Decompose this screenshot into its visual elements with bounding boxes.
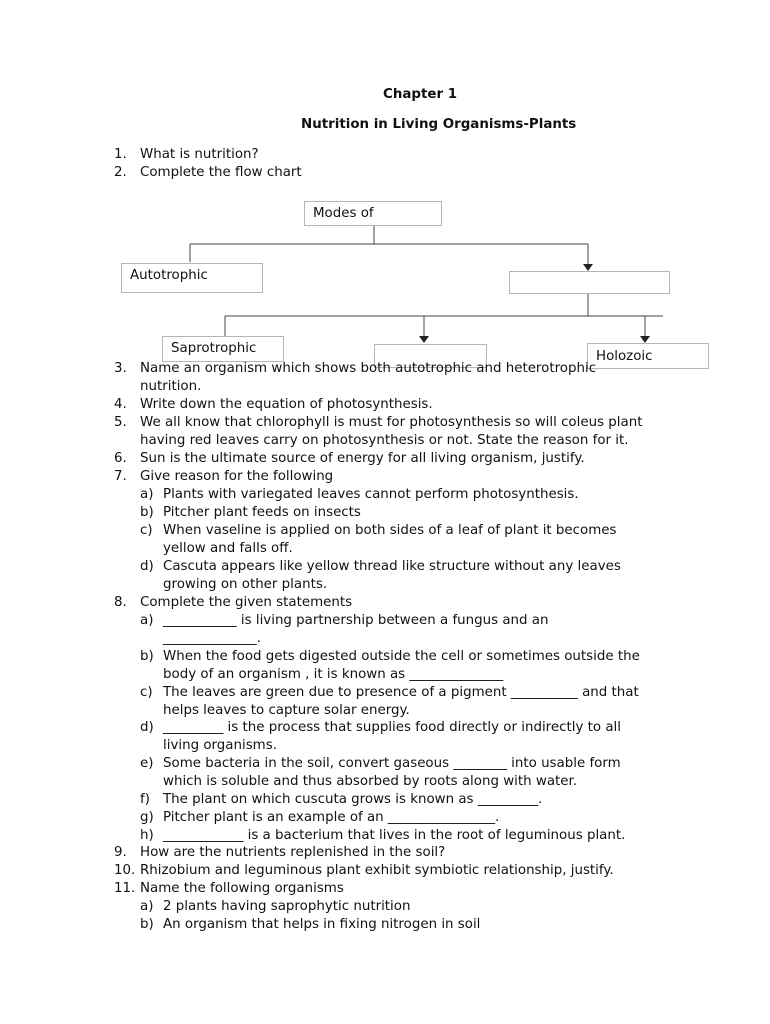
sub-letter: a): [140, 613, 154, 628]
sub-text: ____________ is a bacterium that lives in the root of leguminous plant.: [163, 828, 626, 843]
flowchart-box-saprotrophic: Saprotrophic: [162, 336, 284, 362]
sub-letter: c): [140, 523, 153, 538]
sub-letter: a): [140, 899, 154, 914]
sub-text: Some bacteria in the soil, convert gaseous ________ into usable form: [163, 756, 621, 771]
page-title: Nutrition in Living Organisms-Plants: [301, 117, 577, 132]
question-text: Rhizobium and leguminous plant exhibit symbiotic relationship, justify.: [140, 863, 614, 878]
sub-letter: b): [140, 917, 154, 932]
sub-text: Pitcher plant is an example of an ________________.: [163, 810, 500, 825]
chapter-heading: Chapter 1: [383, 87, 458, 102]
sub-text: Cascuta appears like yellow thread like structure without any leaves: [163, 559, 621, 574]
question-8d-continued: living organisms.: [163, 738, 277, 753]
sub-letter: d): [140, 720, 154, 735]
question-5-continued: having red leaves carry on photosynthesis or not. State the reason for it.: [140, 433, 629, 448]
flowchart-box-blank-heterotrophic: [509, 271, 670, 294]
question-number: 9.: [114, 845, 127, 860]
sub-letter: c): [140, 685, 153, 700]
sub-letter: a): [140, 487, 154, 502]
question-text: Complete the flow chart: [140, 165, 302, 180]
question-text: Give reason for the following: [140, 469, 334, 484]
question-number: 7.: [114, 469, 127, 484]
question-8e-continued: which is soluble and thus absorbed by roots along with water.: [163, 774, 578, 789]
sub-letter: e): [140, 756, 154, 771]
flowchart-box-modes: Modes of: [304, 201, 442, 226]
sub-letter: b): [140, 505, 154, 520]
flowchart-box-holozoic: Holozoic: [587, 343, 709, 369]
sub-letter: g): [140, 810, 154, 825]
sub-text: The leaves are green due to presence of a pigment __________ and that: [163, 685, 639, 700]
flowchart-box-autotrophic: Autotrophic: [121, 263, 263, 293]
sub-text: _________ is the process that supplies food directly or indirectly to all: [163, 720, 621, 735]
sub-text: An organism that helps in fixing nitrogen in soil: [163, 917, 481, 932]
sub-text: Pitcher plant feeds on insects: [163, 505, 361, 520]
question-text: Sun is the ultimate source of energy for all living organism, justify.: [140, 451, 585, 466]
sub-letter: f): [140, 792, 150, 807]
question-text: Write down the equation of photosynthesis.: [140, 397, 433, 412]
question-number: 11.: [114, 881, 136, 896]
question-3-continued: nutrition.: [140, 379, 202, 394]
sub-text: 2 plants having saprophytic nutrition: [163, 899, 411, 914]
sub-letter: h): [140, 828, 154, 843]
question-text: What is nutrition?: [140, 147, 259, 162]
question-text: Name an organism which shows both autotrophic and heterotrophic: [140, 361, 597, 376]
sub-letter: b): [140, 649, 154, 664]
question-8c-continued: helps leaves to capture solar energy.: [163, 703, 410, 718]
question-text: Complete the given statements: [140, 595, 353, 610]
sub-letter: d): [140, 559, 154, 574]
question-7c-continued: yellow and falls off.: [163, 541, 293, 556]
sub-text: ___________ is living partnership between a fungus and an: [163, 613, 549, 628]
question-number: 6.: [114, 451, 127, 466]
question-number: 4.: [114, 397, 127, 412]
question-number: 8.: [114, 595, 127, 610]
question-number: 2.: [114, 165, 127, 180]
question-number: 5.: [114, 415, 127, 430]
sub-text: When the food gets digested outside the cell or sometimes outside the: [163, 649, 640, 664]
question-number: 3.: [114, 361, 127, 376]
sub-text: The plant on which cuscuta grows is known as _________.: [163, 792, 543, 807]
question-number: 1.: [114, 147, 127, 162]
sub-text: When vaseline is applied on both sides of a leaf of plant it becomes: [163, 523, 617, 538]
question-text: We all know that chlorophyll is must for photosynthesis so will coleus plant: [140, 415, 643, 430]
question-number: 10.: [114, 863, 136, 878]
question-text: How are the nutrients replenished in the soil?: [140, 845, 446, 860]
question-text: Name the following organisms: [140, 881, 344, 896]
question-8b-continued: body of an organism , it is known as ______________: [163, 667, 504, 682]
sub-text: Plants with variegated leaves cannot perform photosynthesis.: [163, 487, 579, 502]
question-7d-continued: growing on other plants.: [163, 577, 328, 592]
question-8a-continued: ______________.: [163, 631, 261, 646]
